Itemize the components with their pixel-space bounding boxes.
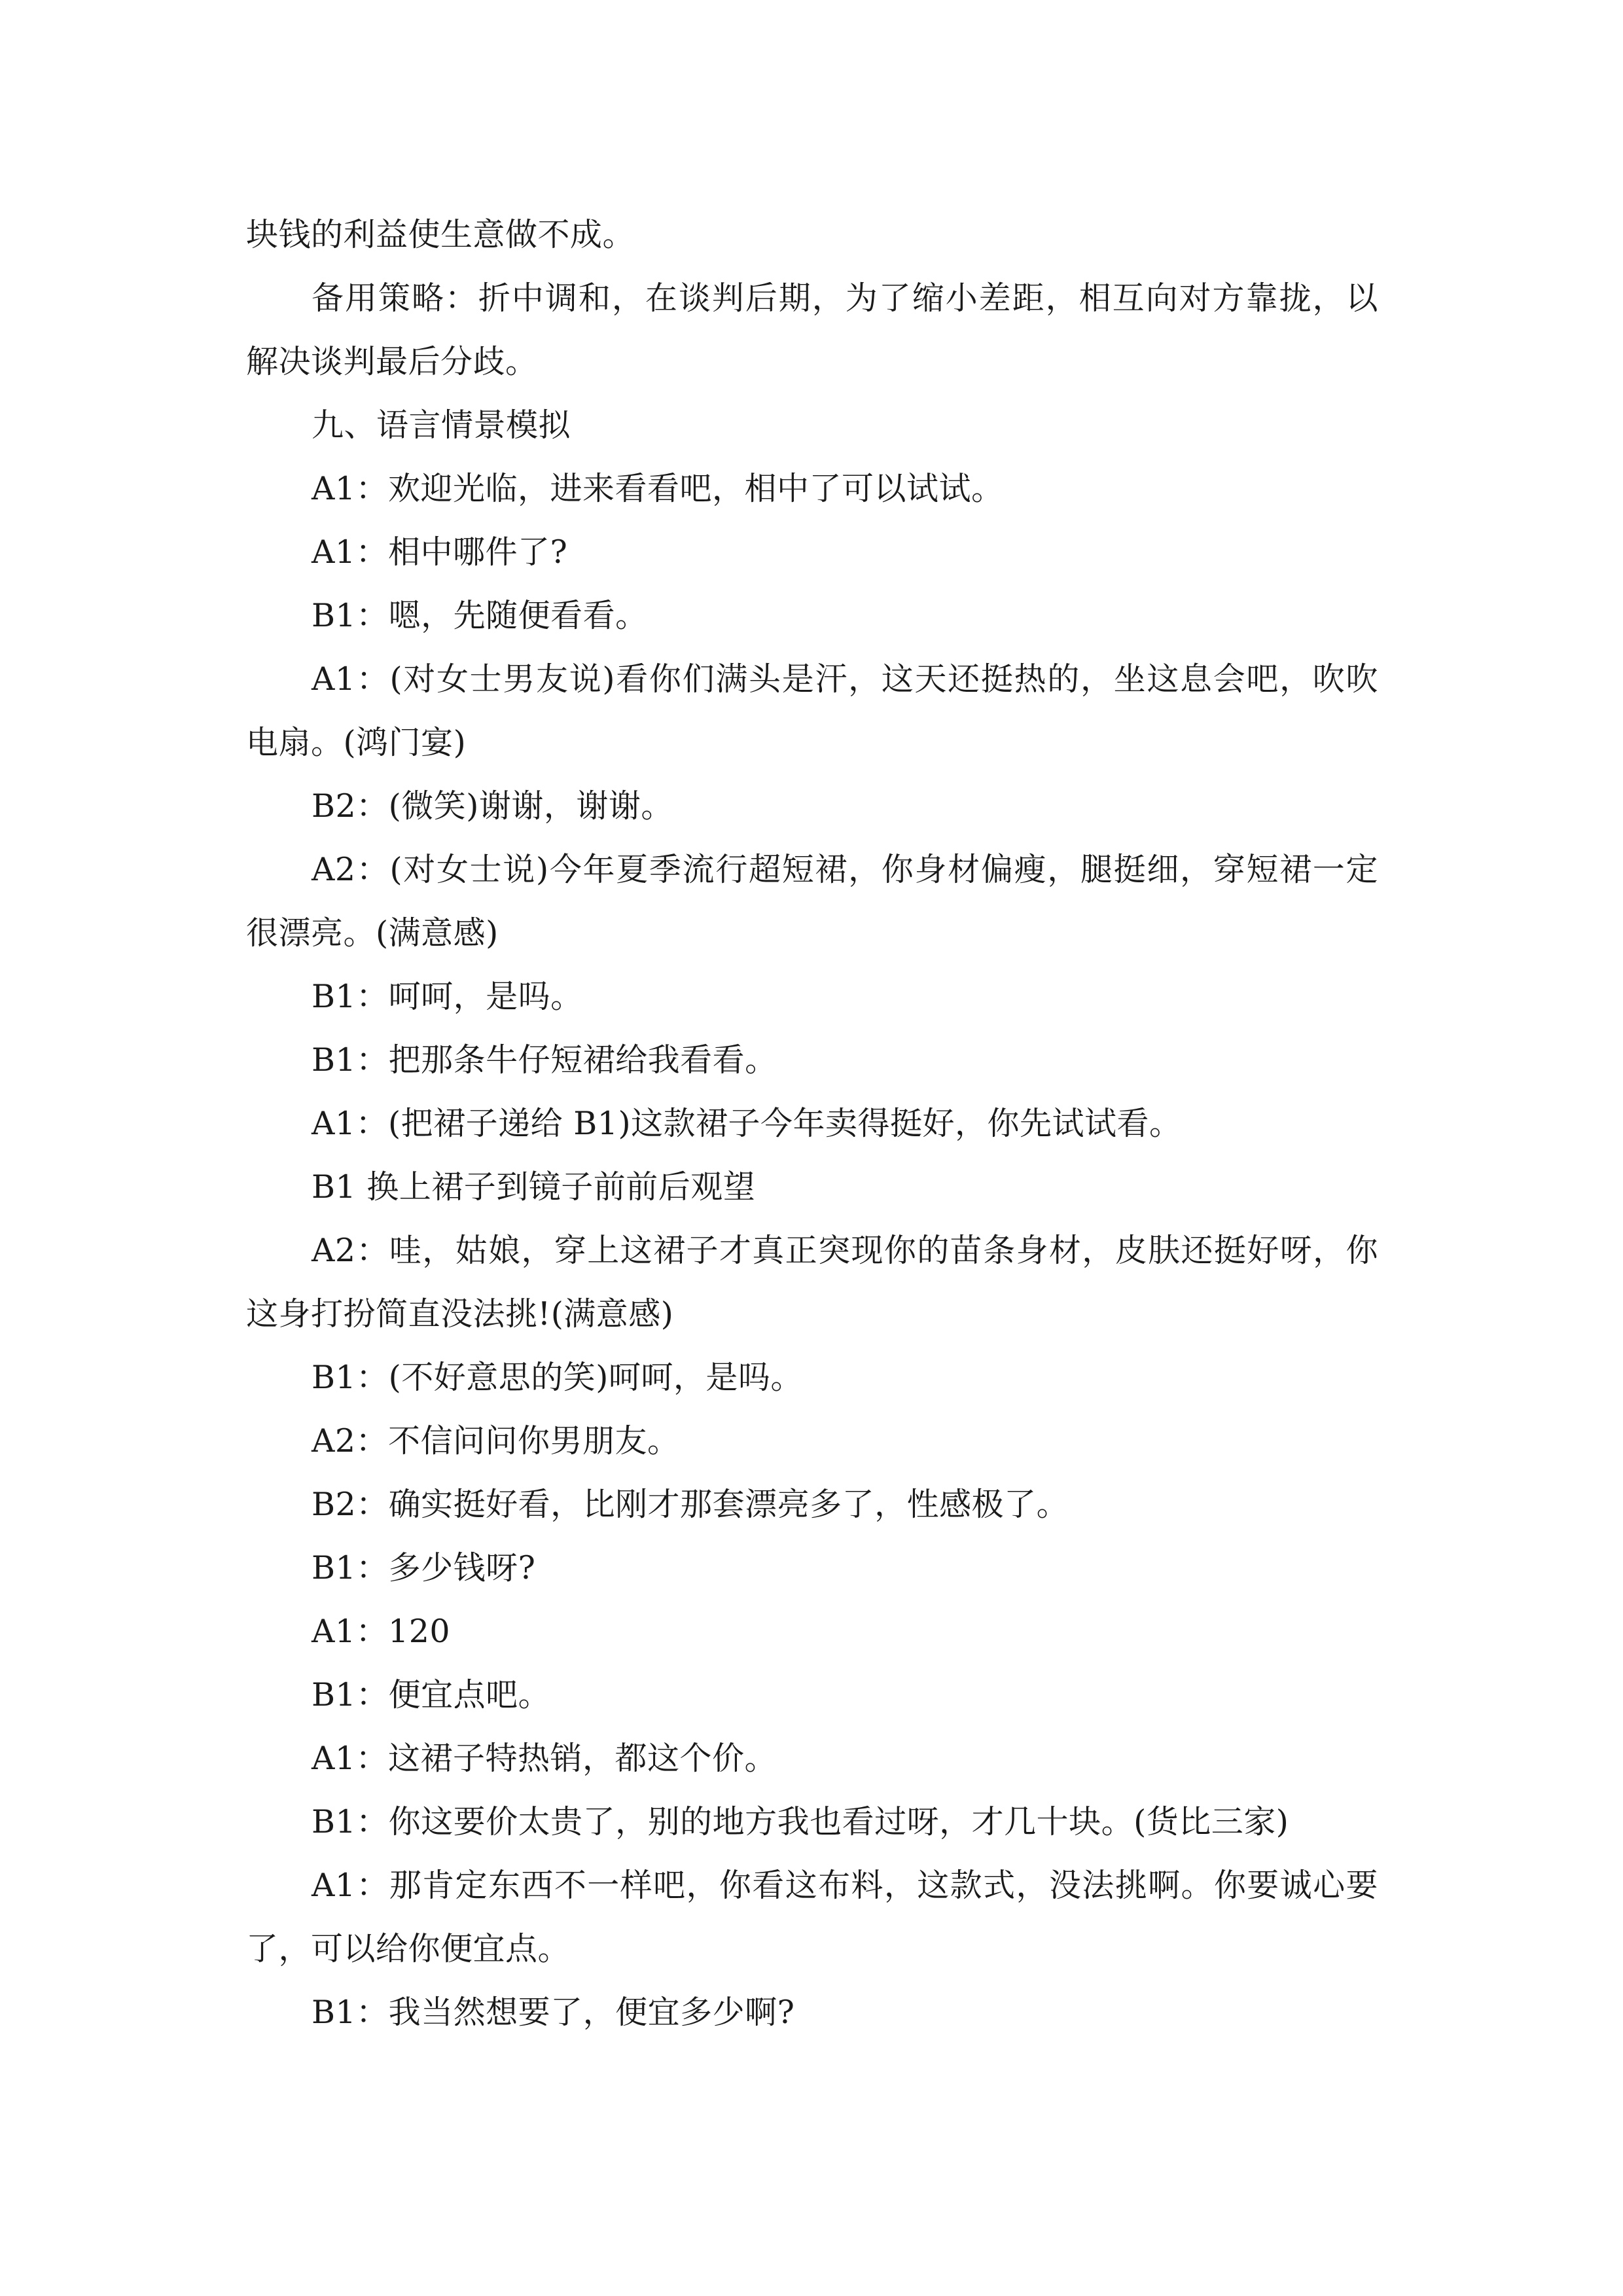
dialogue-line: B1：(不好意思的笑)呵呵，是吗。 [312, 1359, 803, 1396]
dialogue-line: B1：呵呵，是吗。 [312, 978, 583, 1015]
dialogue-line: B1：我当然想要了，便宜多少啊? [312, 1994, 795, 2031]
dialogue-line: A2：不信问问你男朋友。 [312, 1422, 680, 1460]
paragraph: 块钱的利益使生意做不成。 [246, 216, 635, 253]
dialogue-line: B1：你这要价太贵了，别的地方我也看过呀，才几十块。(货比三家) [312, 1803, 1289, 1840]
dialogue-line: B1：把那条牛仔短裙给我看看。 [312, 1041, 777, 1079]
dialogue-line: B1：多少钱呀? [312, 1549, 536, 1587]
dialogue-line: B1：便宜点吧。 [312, 1676, 551, 1713]
dialogue-line: A1：(把裙子递给 B1)这款裙子今年卖得挺好，你先试试看。 [312, 1105, 1182, 1142]
dialogue-line: A1：120 [312, 1613, 451, 1650]
dialogue-line: A1：欢迎光临，进来看看吧，相中了可以试试。 [312, 470, 1004, 507]
document-body [246, 203, 1378, 2044]
dialogue-line: A1：那肯定东西不一样吧，你看这布料，这款式，没法挑啊。你要诚心要了，可以给你便宜点。 [246, 1867, 1378, 1967]
dialogue-line: A2：(对女士说)今年夏季流行超短裙，你身材偏瘦，腿挺细，穿短裙一定很漂亮。(满意感) [246, 851, 1378, 952]
dialogue-line: A2：哇，姑娘，穿上这裙子才真正突现你的苗条身材，皮肤还挺好呀，你这身打扮简直没法挑!(满意感) [246, 1232, 1378, 1333]
dialogue-line: A1：这裙子特热销，都这个价。 [312, 1740, 777, 1777]
stage-direction: B1 换上裙子到镜子前前后观望 [312, 1168, 756, 1206]
dialogue-line: A1：(对女士男友说)看你们满头是汗，这天还挺热的，坐这息会吧，吹吹电扇。(鸿门宴) [246, 660, 1378, 761]
dialogue-line: B2：确实挺好看，比刚才那套漂亮多了，性感极了。 [312, 1486, 1069, 1523]
section-heading: 九、语言情景模拟 [312, 406, 571, 444]
dialogue-line: A1：相中哪件了? [312, 533, 568, 571]
paragraph: 备用策略：折中调和，在谈判后期，为了缩小差距，相互向对方靠拢，以解决谈判最后分歧。 [246, 279, 1378, 380]
dialogue-line: B1：嗯，先随便看看。 [312, 597, 648, 634]
dialogue-line: B2：(微笑)谢谢，谢谢。 [312, 787, 673, 825]
